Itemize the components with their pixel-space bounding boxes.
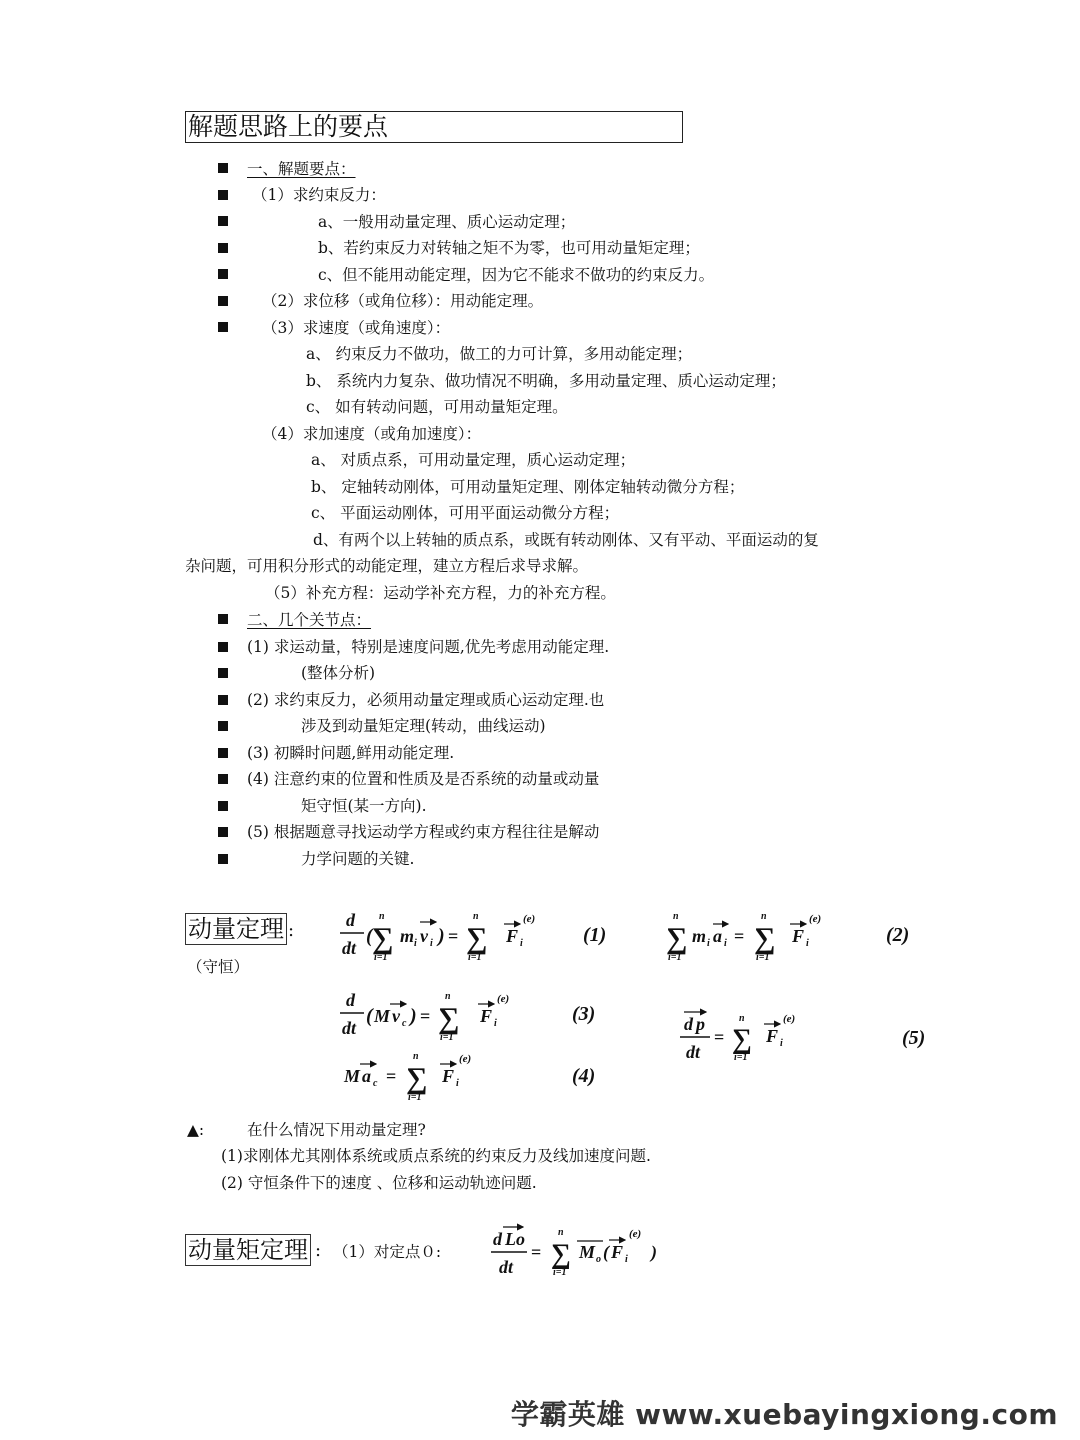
equation-label-2: (2)	[886, 924, 910, 946]
bullet-icon	[218, 827, 228, 837]
svg-text:o: o	[596, 1254, 601, 1265]
svg-text:(: (	[366, 1005, 373, 1027]
text-line: c、但不能用动能定理，因为它不能求不做功的约束反力。	[318, 266, 715, 284]
bullet-icon	[218, 854, 228, 864]
svg-text:i=1: i=1	[440, 1032, 454, 1043]
svg-text:M: M	[344, 1066, 361, 1086]
text-line: (5) 根据题意寻找运动学方程或约束方程往往是解动	[247, 823, 600, 841]
text-line: （4）求加速度（或角加速度）：	[262, 425, 482, 443]
angular-momentum-title: 动量矩定理	[185, 1234, 311, 1266]
svg-text:(e): (e)	[629, 1228, 642, 1240]
page-title: 解题思路上的要点	[185, 111, 683, 143]
svg-text:∑: ∑	[438, 1002, 460, 1035]
text-line: (2) 求约束反力，必须用动量定理或质心运动定理.也	[247, 691, 605, 709]
svg-text:a: a	[713, 926, 722, 946]
svg-text:i=1: i=1	[668, 952, 682, 963]
svg-text:F: F	[766, 1026, 779, 1046]
svg-text:i: i	[414, 938, 417, 949]
text-line: a、 对质点系，可用动量定理，质心运动定理；	[311, 451, 636, 469]
bullet-icon	[218, 322, 228, 332]
equation-label-3: (3)	[572, 1003, 596, 1025]
equation-label-4: (4)	[572, 1065, 596, 1087]
svg-text:d: d	[684, 1014, 693, 1034]
svg-text:i=1: i=1	[756, 952, 770, 963]
svg-text:(e): (e)	[459, 1053, 472, 1065]
text-line: d、有两个以上转轴的质点系，或既有转动刚体、又有平动、平面运动的复	[313, 531, 819, 549]
text-line: a、 约束反力不做功，做工的力可计算，多用动能定理；	[306, 345, 693, 363]
equation-label-1: (1)	[583, 924, 607, 946]
text-line: 力学问题的关键.	[301, 850, 415, 868]
svg-text:M: M	[374, 1006, 391, 1026]
svg-text:(e): (e)	[523, 913, 536, 925]
svg-text:F: F	[792, 926, 805, 946]
equation-label-5: (5)	[902, 1027, 926, 1049]
svg-text:(: (	[366, 925, 373, 947]
svg-text:=: =	[448, 926, 459, 946]
svg-text:dt: dt	[686, 1042, 701, 1062]
svg-text:(: (	[603, 1242, 609, 1262]
angular-subheading: （1）对定点０:	[333, 1243, 442, 1261]
svg-text:d: d	[493, 1229, 502, 1249]
text-line: (3) 初瞬时问题,鲜用动能定理.	[247, 744, 455, 762]
svg-text:∑: ∑	[372, 922, 394, 955]
svg-text:i: i	[625, 1254, 628, 1265]
text-line: （2）求位移（或角位移）：用动能定理。	[262, 292, 544, 310]
svg-text:F: F	[442, 1066, 455, 1086]
angular-momentum-equation	[485, 1215, 685, 1285]
svg-text:i=1: i=1	[734, 1052, 748, 1063]
bullet-icon	[218, 695, 228, 705]
svg-text:i: i	[430, 938, 433, 949]
svg-text:i: i	[724, 938, 727, 949]
svg-text:i: i	[806, 938, 809, 949]
svg-text:Lo: Lo	[505, 1229, 525, 1249]
bullet-icon	[218, 190, 228, 200]
bullet-icon	[218, 614, 228, 624]
bullet-icon	[218, 642, 228, 652]
svg-text:m: m	[400, 926, 415, 946]
bullet-icon	[218, 668, 228, 678]
section-heading-1: 一、解题要点：	[247, 160, 356, 178]
svg-text:n: n	[473, 911, 479, 922]
answer-line-1: (1)求刚体尤其刚体系统或质点系统的约束反力及线加速度问题.	[221, 1147, 651, 1165]
text-line: b、若约束反力对转轴之矩不为零，也可用动量矩定理；	[318, 239, 700, 257]
svg-text:=: =	[734, 926, 745, 946]
text-line: b、 系统内力复杂、做功情况不明确，多用动量定理、质心运动定理；	[306, 372, 786, 390]
momentum-equations	[330, 900, 970, 1105]
bullet-icon	[218, 748, 228, 758]
svg-text:n: n	[445, 991, 451, 1002]
title-colon: :	[315, 1240, 322, 1261]
text-line: （1）求约束反力：	[252, 186, 386, 204]
svg-text:i=1: i=1	[408, 1092, 422, 1103]
svg-text:dt: dt	[499, 1257, 514, 1277]
text-line: （3）求速度（或角速度）：	[262, 319, 451, 337]
text-line: c、 如有转动问题，可用动量矩定理。	[306, 398, 568, 416]
svg-text:d: d	[346, 910, 355, 930]
bullet-icon	[218, 721, 228, 731]
text-line: (1) 求运动量，特别是速度问题,优先考虑用动能定理.	[247, 638, 610, 656]
svg-text:i=1: i=1	[468, 952, 482, 963]
text-line: b、 定轴转动刚体，可用动量矩定理、刚体定轴转动微分方程；	[311, 478, 745, 496]
svg-text:=: =	[714, 1027, 725, 1047]
bullet-icon	[218, 163, 228, 173]
svg-text:F: F	[480, 1006, 493, 1026]
svg-text:v: v	[420, 926, 428, 946]
conservation-note: （守恒）	[187, 958, 250, 976]
text-line: c、 平面运动刚体，可用平面运动微分方程；	[311, 504, 620, 522]
text-line: a、一般用动量定理、质心运动定理；	[318, 213, 576, 231]
svg-text:i: i	[456, 1078, 459, 1089]
text-line: 涉及到动量矩定理(转动，曲线运动)	[301, 717, 546, 735]
text-line: 杂问题，可用积分形式的动能定理，建立方程后求导求解。	[185, 557, 589, 575]
svg-text:n: n	[558, 1227, 564, 1238]
text-line: （5）补充方程：运动学补充方程，力的补充方程。	[265, 584, 616, 602]
svg-text:n: n	[379, 911, 385, 922]
bullet-icon	[218, 801, 228, 811]
section-heading-2: 二、几个关节点：	[247, 611, 372, 629]
svg-text:n: n	[673, 911, 679, 922]
svg-text:i: i	[520, 938, 523, 949]
svg-text:): )	[410, 1005, 417, 1027]
question-marker: ▲:	[187, 1121, 205, 1139]
question-text: 在什么情况下用动量定理?	[247, 1121, 426, 1139]
svg-text:∑: ∑	[732, 1024, 752, 1055]
svg-text:): )	[651, 1242, 657, 1262]
svg-text:p: p	[696, 1014, 705, 1034]
text-line: (4) 注意约束的位置和性质及是否系统的动量或动量	[247, 770, 600, 788]
svg-text:n: n	[739, 1013, 745, 1024]
svg-text:∑: ∑	[551, 1239, 571, 1270]
svg-text:): )	[438, 925, 445, 947]
svg-text:dt: dt	[342, 938, 357, 958]
svg-text:i: i	[494, 1018, 497, 1029]
svg-text:(e): (e)	[809, 913, 822, 925]
svg-text:∑: ∑	[754, 922, 776, 955]
svg-text:F: F	[611, 1242, 624, 1262]
svg-text:a: a	[362, 1066, 371, 1086]
svg-text:dt: dt	[342, 1018, 357, 1038]
bullet-icon	[218, 269, 228, 279]
svg-text:c: c	[402, 1018, 407, 1029]
svg-text:i: i	[707, 938, 710, 949]
bullet-icon	[218, 296, 228, 306]
bullet-icon	[218, 774, 228, 784]
svg-text:m: m	[692, 926, 707, 946]
title-colon: :	[288, 920, 295, 941]
text-line: 矩守恒(某一方向).	[301, 797, 427, 815]
svg-text:∑: ∑	[466, 922, 488, 955]
svg-text:i=1: i=1	[374, 952, 388, 963]
svg-text:M: M	[579, 1242, 596, 1262]
svg-text:F: F	[506, 926, 519, 946]
svg-text:=: =	[420, 1006, 431, 1026]
svg-text:(e): (e)	[783, 1013, 796, 1025]
svg-text:n: n	[413, 1051, 419, 1062]
svg-text:(e): (e)	[497, 993, 510, 1005]
text-line: (整体分析)	[301, 664, 376, 682]
svg-text:c: c	[373, 1078, 378, 1089]
svg-text:d: d	[346, 990, 355, 1010]
svg-text:=: =	[531, 1242, 542, 1262]
svg-text:n: n	[761, 911, 767, 922]
svg-text:i: i	[780, 1038, 783, 1049]
momentum-title: 动量定理	[185, 913, 287, 945]
svg-text:∑: ∑	[666, 922, 688, 955]
svg-text:=: =	[386, 1066, 397, 1086]
svg-text:∑: ∑	[406, 1062, 428, 1095]
svg-text:i=1: i=1	[553, 1267, 567, 1278]
bullet-icon	[218, 216, 228, 226]
footer-watermark: 学霸英雄 www.xuebayingxiong.com	[510, 1398, 1058, 1431]
answer-line-2: (2) 守恒条件下的速度 、位移和运动轨迹问题.	[221, 1174, 537, 1192]
svg-text:v: v	[392, 1006, 400, 1026]
bullet-icon	[218, 243, 228, 253]
